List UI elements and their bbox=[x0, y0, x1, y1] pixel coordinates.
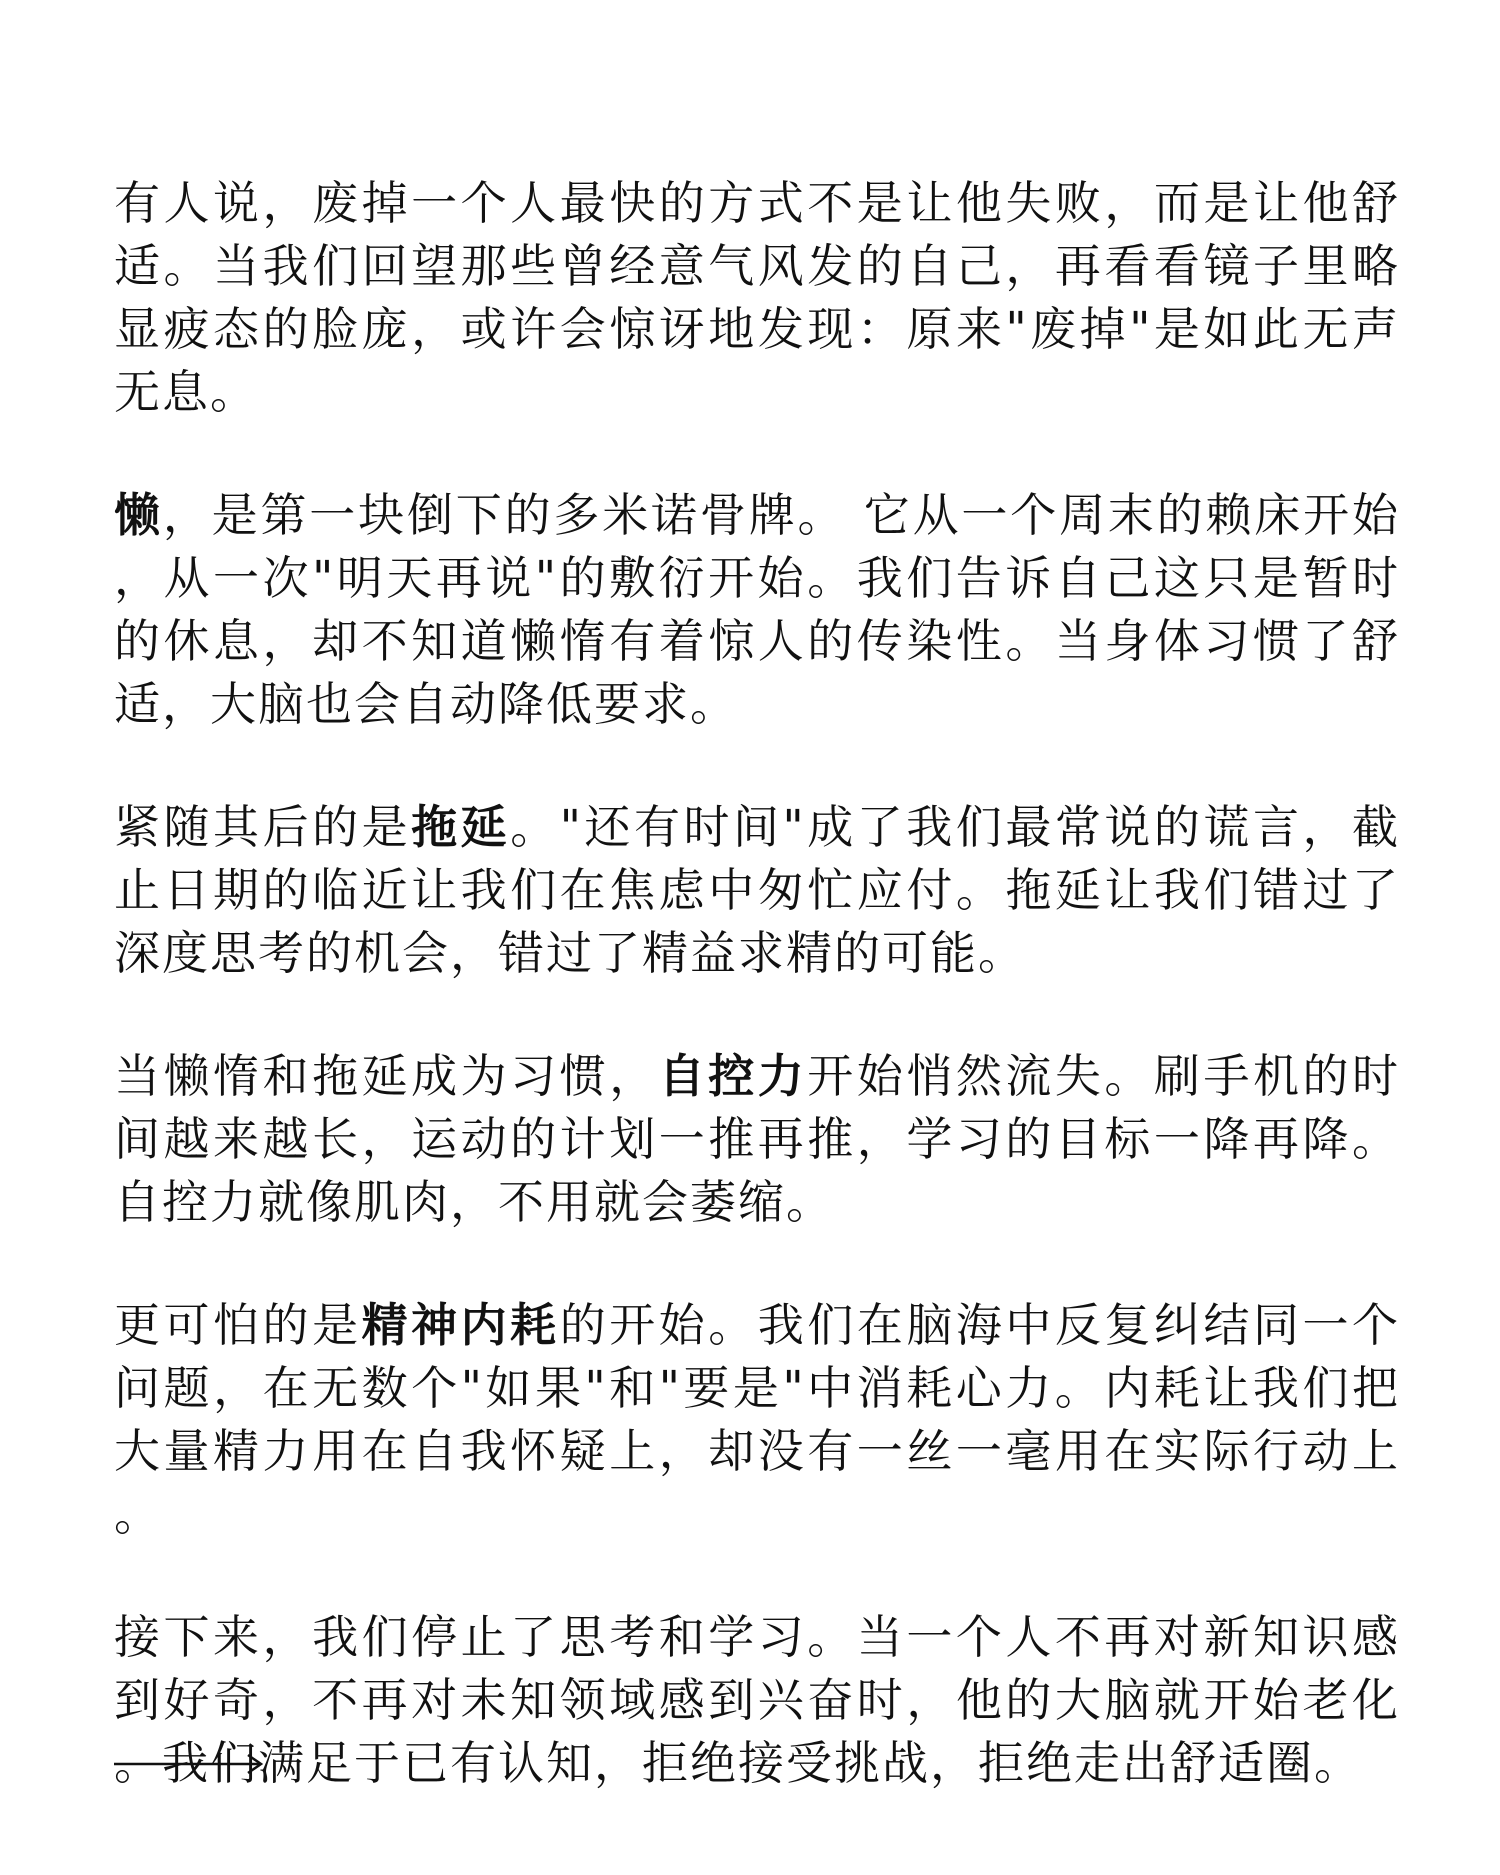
keyword-procrastination: 拖延 bbox=[411, 800, 511, 854]
right-arrow-icon[interactable] bbox=[114, 1750, 264, 1778]
paragraph-text: 紧随其后的是 bbox=[114, 800, 412, 854]
keyword-mental-drain: 精神内耗 bbox=[361, 1298, 560, 1352]
paragraph-text: 更可怕的是 bbox=[114, 1298, 362, 1352]
paragraph-self-control bbox=[114, 1045, 1400, 1234]
keyword-laziness: 懒 bbox=[114, 488, 163, 542]
paragraph-text: 当懒惰和拖延成为习惯， bbox=[114, 1049, 659, 1103]
paragraph-laziness bbox=[114, 484, 1400, 736]
paragraph-mental-drain bbox=[114, 1294, 1400, 1546]
paragraph-text: 有人说，废掉一个人最快的方式不是让他失败，而是让他舒适。当我们回望那些曾经意气风发的自己，再看看镜子里略显疲态的脸庞，或许会惊讶地发现：原来"废掉"是如此无声无息。 bbox=[114, 176, 1400, 419]
paragraph-text: 接下来，我们停止了思考和学习。当一个人不再对新知识感到好奇，不再对未知领域感到兴奋时，他的大脑就开始老化。我们满足于已有认知，拒绝接受挑战，拒绝走出舒适圈。 bbox=[114, 1610, 1400, 1790]
paragraph-intro bbox=[114, 172, 1400, 424]
paragraph-text: 开始悄然流失。刷手机的时间越来越长，运动的计划一推再推，学习的目标一降再降。自控力就像肌肉，不用就会萎缩。 bbox=[114, 1049, 1401, 1229]
keyword-self-control: 自控力 bbox=[658, 1049, 808, 1103]
paragraph-procrastination bbox=[114, 796, 1400, 985]
article-body bbox=[114, 172, 1400, 1855]
paragraph-text: 。"还有时间"成了我们最常说的谎言，截止日期的临近让我们在焦虑中匆忙应付。拖延让我们错过了深度思考的机会，错过了精益求精的可能。 bbox=[114, 800, 1401, 980]
paragraph-text: 的开始。我们在脑海中反复纠结同一个问题，在无数个"如果"和"要是"中消耗心力。内耗让我们把大量精力用在自我怀疑上，却没有一丝一毫用在实际行动上。 bbox=[114, 1298, 1401, 1541]
paragraph-stop-learning bbox=[114, 1606, 1400, 1795]
paragraph-text: ，是第一块倒下的多米诺骨牌。 它从一个周末的赖床开始，从一次"明天再说"的敷衍开始。我们告诉自己这只是暂时的休息，却不知道懒惰有着惊人的传染性。当身体习惯了舒适，大脑也会自动降低要求。 bbox=[114, 488, 1401, 731]
